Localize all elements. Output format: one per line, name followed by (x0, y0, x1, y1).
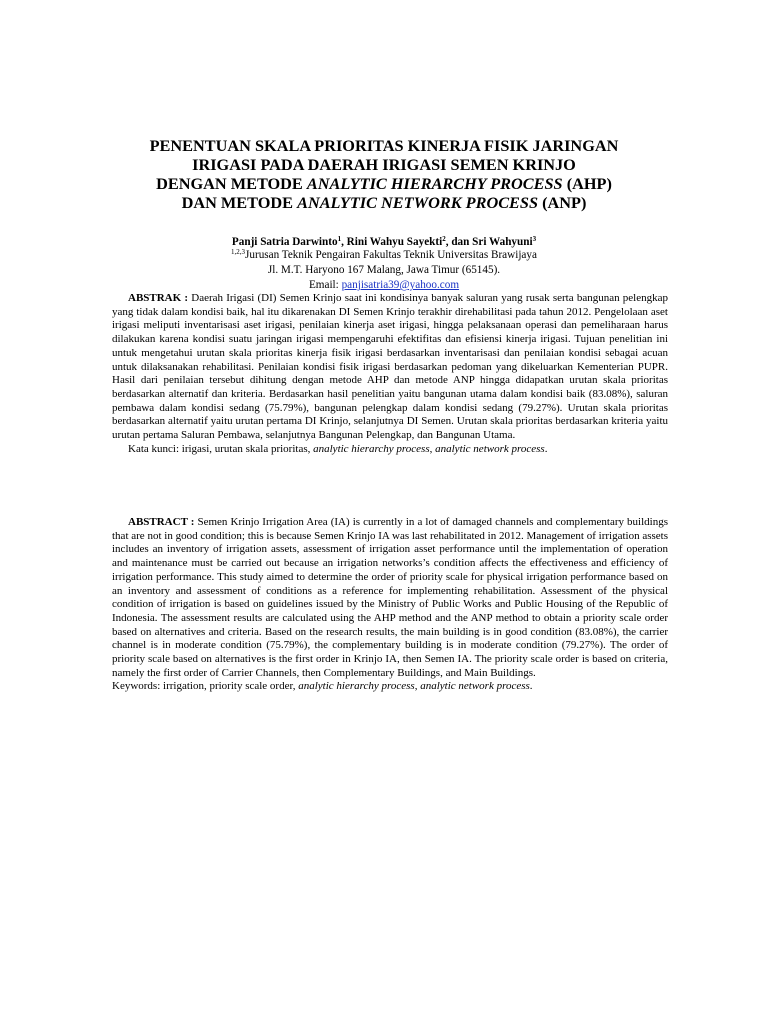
abstrak-keyword-ahp: analytic hierarchy process (313, 442, 430, 455)
affiliation-line-1 (100, 248, 668, 263)
abstrak-section (112, 292, 668, 456)
title-line-4-italic: ANALYTIC NETWORK PROCESS (297, 193, 539, 212)
email-link[interactable]: panjisatria39@yahoo.com (341, 279, 460, 291)
abstract-paragraph (112, 516, 668, 680)
title-line-3-suffix: (AHP) (562, 174, 612, 193)
abstrak-keyword-anp: analytic network process (435, 442, 545, 455)
title-line-1: PENENTUAN SKALA PRIORITAS KINERJA FISIK JARINGAN (149, 136, 619, 155)
author-3: , dan Sri Wahyuni (445, 236, 533, 248)
abstract-keyword-sep: , (414, 680, 421, 693)
paper-title (100, 136, 668, 212)
abstrak-label: ABSTRAK : (128, 292, 189, 304)
abstrak-keywords-prefix: Kata kunci: irigasi, urutan skala prioritas, (128, 442, 314, 455)
author-1-sup: 1 (337, 235, 342, 243)
abstract-keyword-ahp: analytic hierarchy process (298, 680, 415, 693)
title-line-3-prefix: DENGAN METODE (156, 174, 307, 193)
abstrak-paragraph (112, 292, 668, 443)
abstrak-keyword-end: . (544, 442, 548, 455)
abstract-keyword-end: . (529, 680, 533, 693)
affiliation (100, 248, 668, 293)
author-list (100, 235, 668, 249)
abstrak-text: Daerah Irigasi (DI) Semen Krinjo saat ini kondisinya banyak saluran yang rusak serta bangunan pelengkap yang tidak dalam kondisi baik, hal itu dikarenakan DI Semen Krinjo terakhir direhabilitasi pada tahun 2012. Pengelolaan aset irigasi meliputi inventarisasi aset irigasi, penilaian kinerja aset irigasi, hingga pelaksanaan operasi dan pemeliharaan harus dilakukan karena kondisi suatu jaringan irigasi mempengaruhi efektifitas dan efisiensi kinerja irigasi. Tujuan penelitian ini untuk mengetahui urutan skala prioritas kinerja fisik irigasi berdasarkan inventarisasi dan penilaian kondisi sebagai acuan untuk dilaksanakan rehabilitasi. Penilaian kondisi fisik irigasi berdasarkan pedoman yang dikeluarkan Kementerian PUPR. Hasil dari penilaian tersebut dihitung dengan metode AHP dan metode ANP hingga didapatkan urutan skala prioritas berdasarkan alternatif dan kriteria. Berdasarkan hasil penelitian yaitu bangunan utama dalam kondisi baik (83.08%), saluran pembawa dalam kondisi sedang (75.79%), bangunan pelengkap dalam kondisi sedang (79.27%). Urutan skala prioritas berdasarkan alternatif yaitu urutan pertama DI Krinjo, selanjutnya DI Semen. Urutan skala prioritas berdasarkan kriteria yaitu urutan pertama Saluran Pembawa, selanjutnya Bangunan Pelengkap, dan Bangunan Utama. (112, 292, 668, 442)
abstract-text: Semen Krinjo Irrigation Area (IA) is currently in a lot of damaged channels and complementary buildings that are not in good condition; this is because Semen Krinjo IA was last rehabilitated in 2012. Management of irrigation assets includes an inventory of irrigation assets, assessment of irrigation asset performance until the implementation of operation and maintenance must be carried out because an irrigation networks’s condition affects the effectiveness and efficiency of irrigation performance. This study aimed to determine the order of priority scale for physical irrigation performance based on an inventory and assessment of conditions as a reference for implementing rehabilitation. Assessment of the physical condition of irrigation is based on guidelines issued by the Ministry of Public Works and Public Housing of the Republic of Indonesia. The assessment results are calculated using the AHP method and the ANP method to obtain a priority scale order based on alternatives and criteria. Based on the research results, the main building is in good condition (83.08%), the carrier channel is in moderate condition (75.79%), the complementary building is in moderate condition (79.27%). The order of priority scale based on alternatives is the first order in Krinjo IA, then Semen IA. The priority scale order is based on criteria, namely the first order of Carrier Channels, then Complementary Buildings, and Main Buildings. (112, 516, 668, 679)
abstrak-keyword-sep: , (429, 442, 436, 455)
email-label: Email: (308, 279, 342, 291)
title-line-4 (100, 193, 668, 212)
affiliation-sup: 1,2,3 (231, 248, 246, 256)
author-1: Panji Satria Darwinto (231, 236, 338, 248)
abstract-keywords (112, 680, 668, 694)
abstrak-keywords (112, 443, 668, 457)
affiliation-dept: Jurusan Teknik Pengairan Fakultas Teknik Universitas Brawijaya (245, 249, 537, 261)
author-2-sup: 2 (442, 235, 446, 243)
abstract-keyword-anp: analytic network process (420, 680, 530, 693)
title-line-4-prefix: DAN METODE (181, 193, 298, 212)
affiliation-address: Jl. M.T. Haryono 167 Malang, Jawa Timur (65145). (267, 264, 501, 276)
title-line-4-suffix: (ANP) (538, 193, 587, 212)
title-line-3-italic: ANALYTIC HIERARCHY PROCESS (306, 174, 563, 193)
author-2: , Rini Wahyu Sayekti (341, 236, 443, 248)
affiliation-email-line (100, 278, 668, 293)
abstract-section (112, 516, 668, 694)
abstract-label: ABSTRACT : (128, 516, 195, 528)
abstract-keywords-prefix: Keywords: irrigation, priority scale order, (112, 680, 299, 693)
author-3-sup: 3 (532, 235, 537, 243)
title-line-3 (100, 174, 668, 193)
title-line-2: IRIGASI PADA DAERAH IRIGASI SEMEN KRINJO (192, 155, 576, 174)
